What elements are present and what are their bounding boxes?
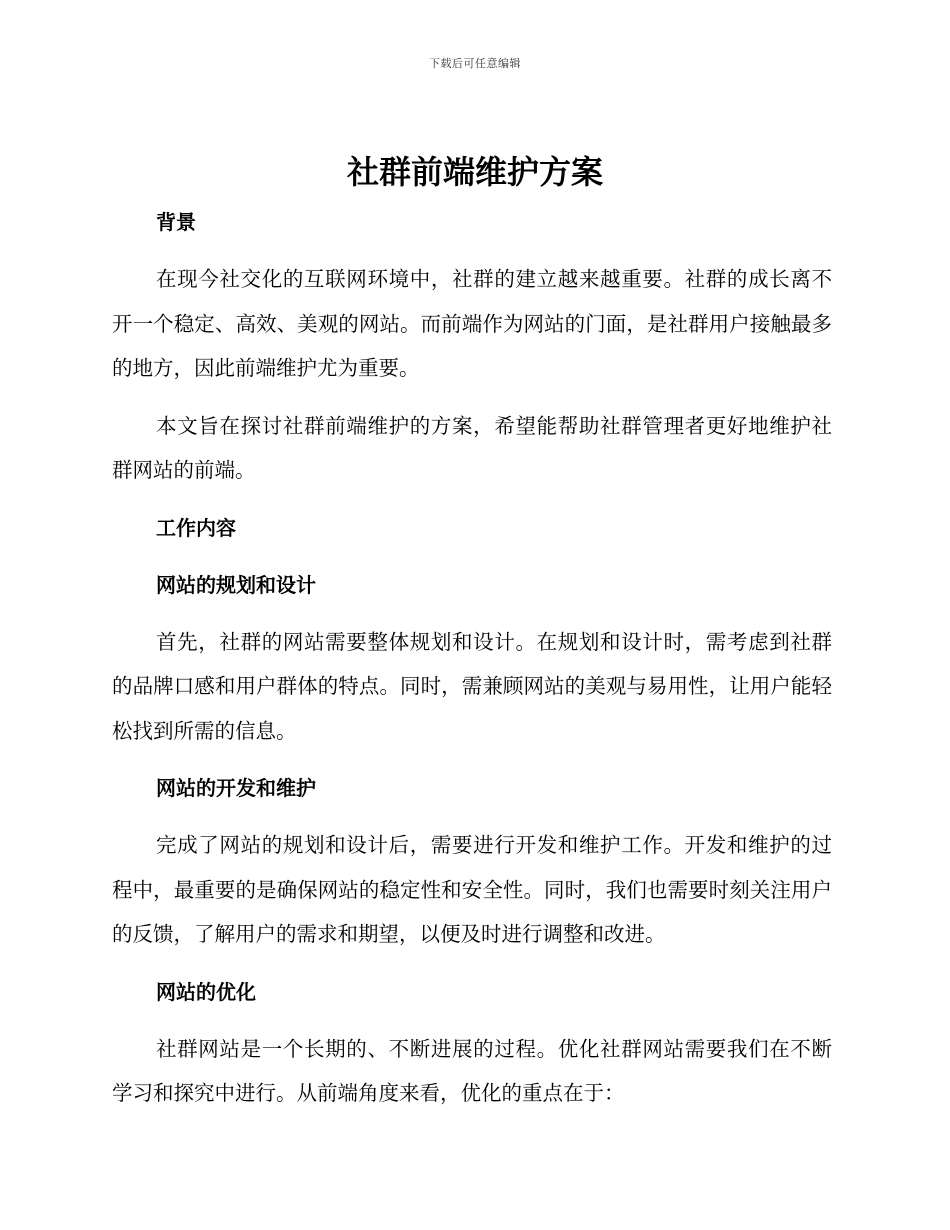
section-heading-work: 工作内容 bbox=[156, 515, 236, 540]
paragraph-background-1: 在现今社交化的互联网环境中，社群的建立越来越重要。社群的成长离不开一个稳定、高效、美观的网站。而前端作为网站的门面，是社群用户接触最多的地方，因此前端维护尤为重要。 bbox=[112, 267, 832, 380]
header-note: 下载后可任意编辑 bbox=[429, 57, 521, 70]
section-heading-planning: 网站的规划和设计 bbox=[156, 572, 316, 597]
section-heading-optimization: 网站的优化 bbox=[156, 979, 256, 1004]
section-heading-development: 网站的开发和维护 bbox=[156, 776, 316, 800]
paragraph-background-2: 本文旨在探讨社群前端维护的方案，希望能帮助社群管理者更好地维护社群网站的前端。 bbox=[112, 413, 832, 482]
paragraph-optimization: 社群网站是一个长期的、不断进展的过程。优化社群网站需要我们在不断学习和探究中进行。从前端角度来看，优化的重点在于： bbox=[112, 1036, 832, 1105]
paragraph-development: 完成了网站的规划和设计后，需要进行开发和维护工作。开发和维护的过程中，最重要的是确保网站的稳定性和安全性。同时，我们也需要时刻关注用户的反馈，了解用户的需求和期望，以便及时进行调整和改进。 bbox=[112, 833, 832, 946]
document-title: 社群前端维护方案 bbox=[346, 153, 603, 191]
paragraph-planning: 首先，社群的网站需要整体规划和设计。在规划和设计时，需考虑到社群的品牌口感和用户群体的特点。同时，需兼顾网站的美观与易用性，让用户能轻松找到所需的信息。 bbox=[112, 629, 832, 743]
document-body bbox=[112, 200, 832, 1116]
section-heading-background: 背景 bbox=[156, 210, 196, 234]
